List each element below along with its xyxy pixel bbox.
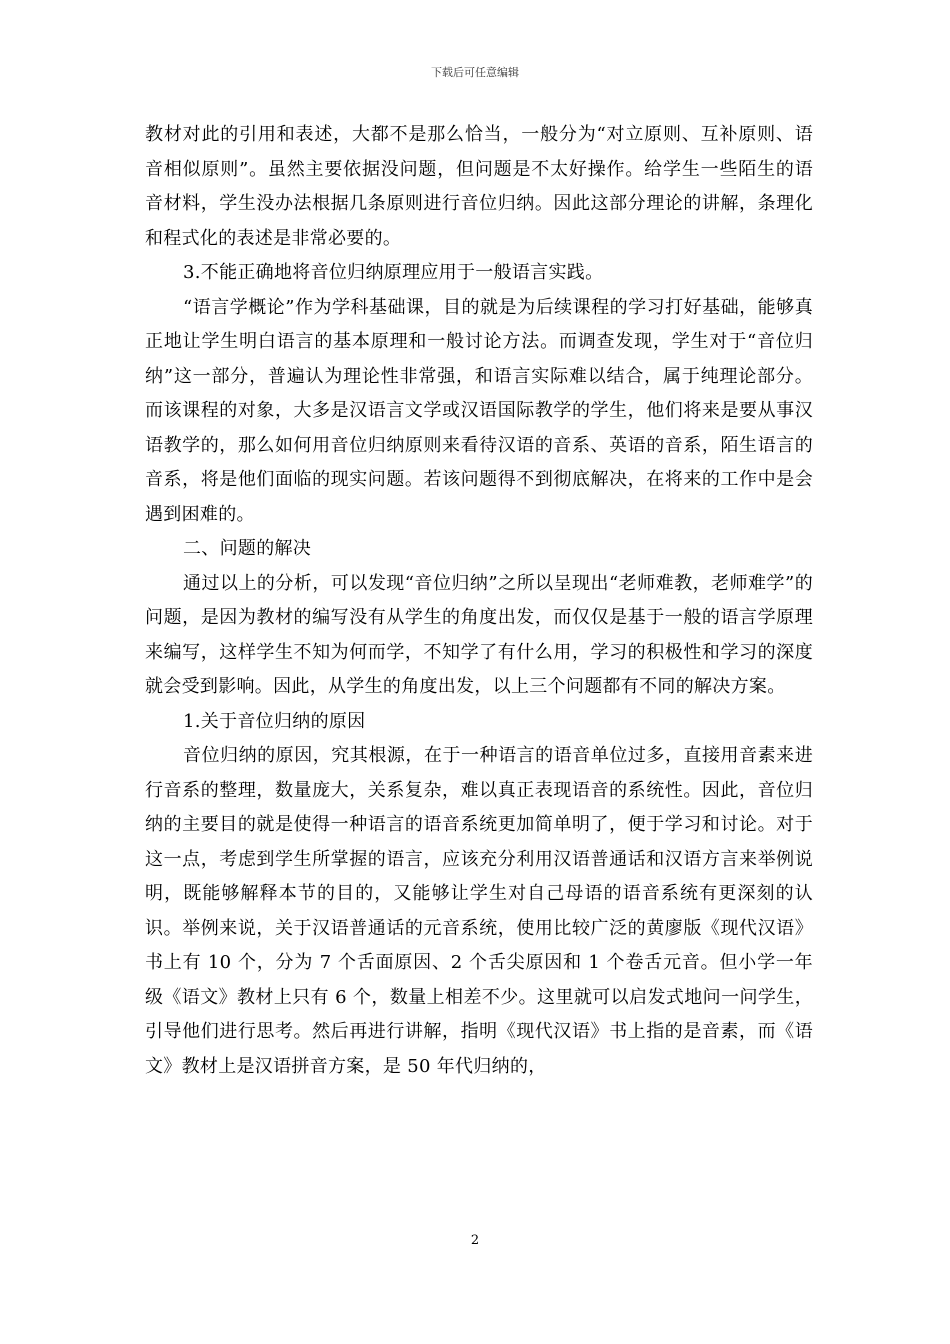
- page-number: 2: [470, 1233, 480, 1248]
- document-body: [145, 118, 813, 1084]
- subsection-heading: 1.关于音位归纳的原因: [183, 710, 366, 732]
- page-header: 下载后可任意编辑: [431, 66, 519, 79]
- paragraph: 教材对此的引用和表述，大都不是那么恰当，一般分为“对立原则、互补原则、语音相似原则”。虽然主要依据没问题，但问题是不太好操作。给学生一些陌生的语音材料，学生没办法根据几条原则进行音位归纳。因此这部分理论的讲解，条理化和程式化的表述是非常必要的。: [145, 124, 813, 249]
- paragraph: 通过以上的分析，可以发现“音位归纳”之所以呈现出“老师难教，老师难学”的问题，是因为教材的编写没有从学生的角度出发，而仅仅是基于一般的语言学原理来编写，这样学生不知为何而学，不知学了有什么用，学习的积极性和学习的深度就会受到影响。因此，从学生的角度出发，以上三个问题都有不同的解决方案。: [145, 572, 813, 697]
- paragraph: 3.不能正确地将音位归纳原理应用于一般语言实践。: [183, 262, 604, 283]
- paragraph: 音位归纳的原因，究其根源，在于一种语言的语音单位过多，直接用音素来进行音系的整理，数量庞大，关系复杂，难以真正表现语音的系统性。因此，音位归纳的主要目的就是使得一种语言的语音系统更加简单明了，便于学习和讨论。对于这一点，考虑到学生所掌握的语言，应该充分利用汉语普通话和汉语方言来举例说明，既能够解释本节的目的，又能够让学生对自己母语的语音系统有更深刻的认识。举例来说，关于汉语普通话的元音系统，使用比较广泛的黄廖版《现代汉语》书上有 10 个，分为 7 个舌面原因、2 个舌尖原因和 1 个卷舌元音。但小学一年级《语文》教材上只有 6 个，数量上相差不少。这里就可以启发式地问一问学生，引导他们进行思考。然后再进行讲解，指明《现代汉语》书上指的是音素，而《语文》教材上是汉语拼音方案，是 50 年代归纳的，: [145, 745, 813, 1077]
- section-heading: 二、问题的解决: [183, 538, 312, 559]
- paragraph: “语言学概论”作为学科基础课，目的就是为后续课程的学习打好基础，能够真正地让学生明白语言的基本原理和一般讨论方法。而调查发现，学生对于“音位归纳”这一部分，普遍认为理论性非常强，和语言实际难以结合，属于纯理论部分。而该课程的对象，大多是汉语言文学或汉语国际教学的学生，他们将来是要从事汉语教学的，那么如何用音位归纳原则来看待汉语的音系、英语的音系，陌生语言的音系，将是他们面临的现实问题。若该问题得不到彻底解决，在将来的工作中是会遇到困难的。: [145, 296, 813, 525]
